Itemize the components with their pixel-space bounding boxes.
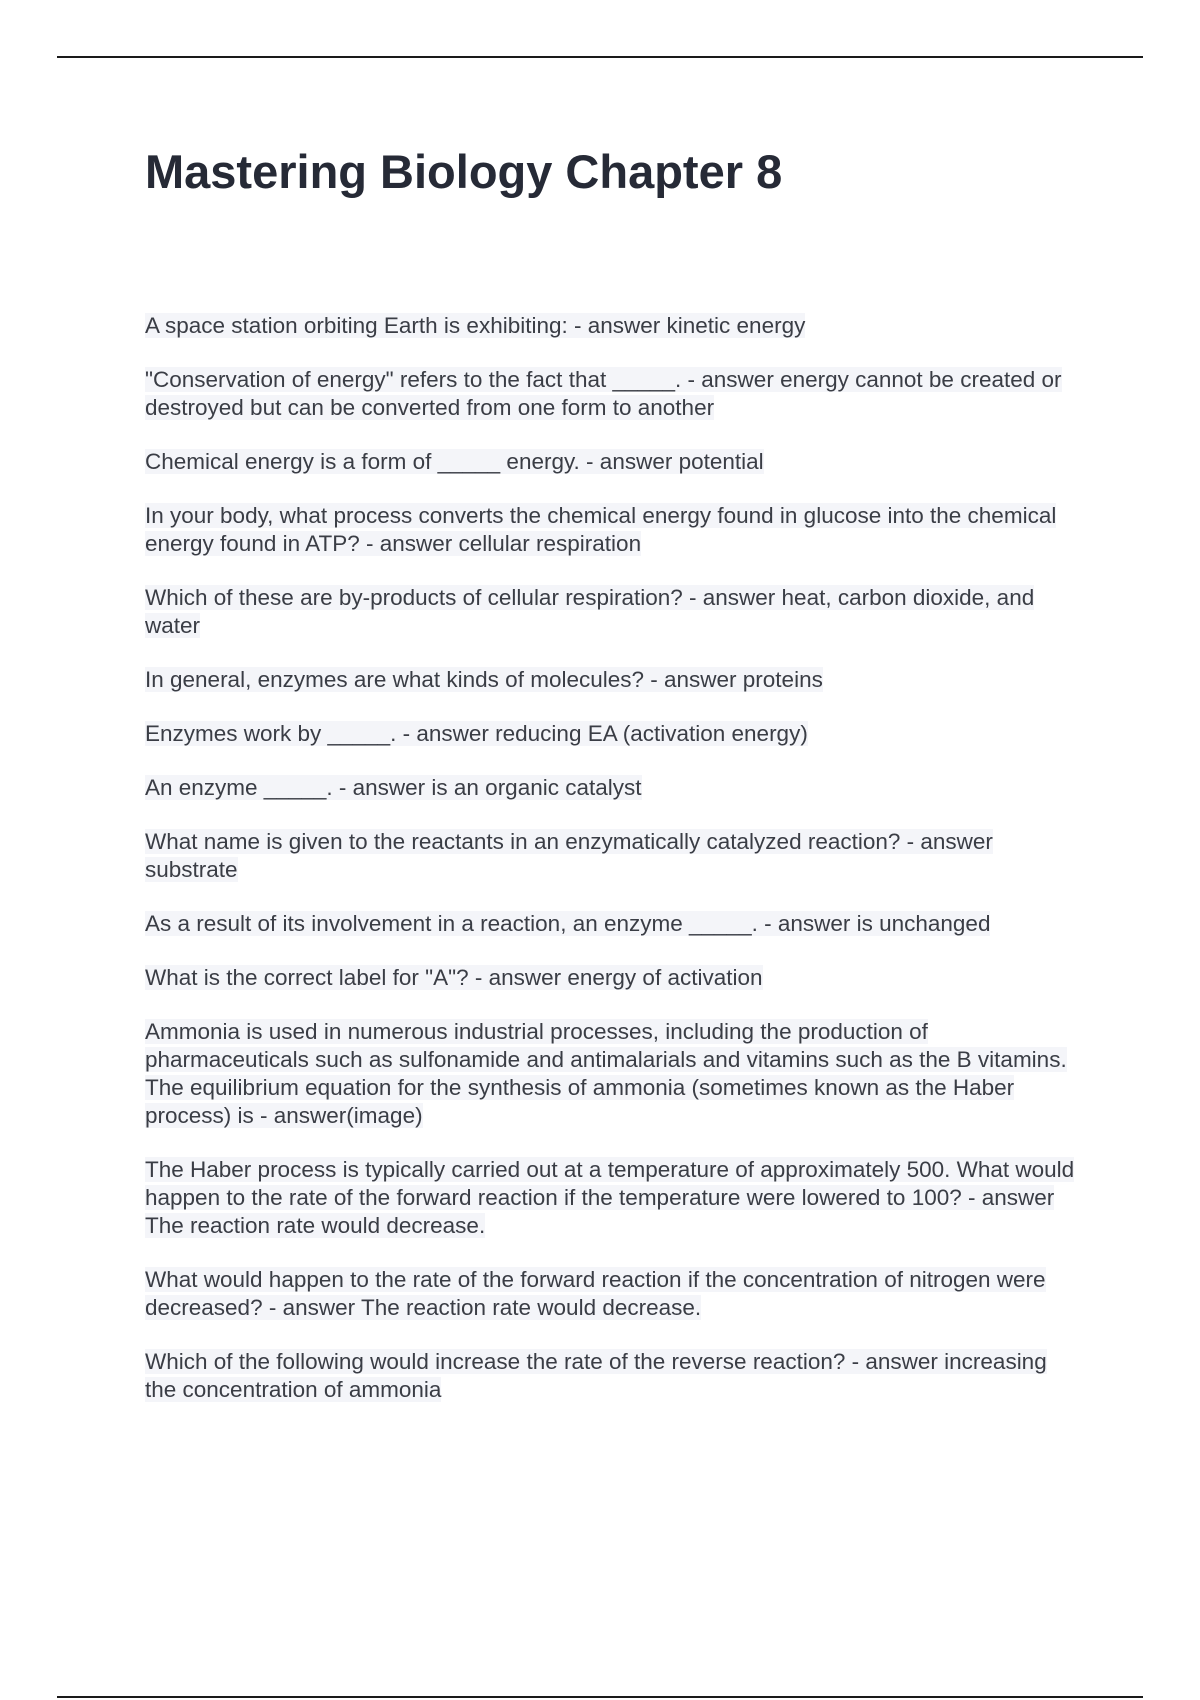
qa-item	[145, 910, 1075, 938]
qa-item	[145, 584, 1075, 640]
qa-item	[145, 448, 1075, 476]
qa-text: An enzyme _____. - answer is an organic catalyst	[145, 775, 642, 800]
qa-text: What name is given to the reactants in an enzymatically catalyzed reaction? - answer substrate	[145, 829, 993, 882]
qa-text: "Conservation of energy" refers to the fact that _____. - answer energy cannot be created or destroyed but can be converted from one form to another	[145, 367, 1062, 420]
qa-item	[145, 774, 1075, 802]
top-divider	[57, 56, 1143, 58]
qa-item	[145, 964, 1075, 992]
bottom-divider	[57, 1696, 1143, 1698]
qa-text: What would happen to the rate of the forward reaction if the concentration of nitrogen were decreased? - answer The reaction rate would decrease.	[145, 1267, 1046, 1320]
page-title: Mastering Biology Chapter 8	[145, 145, 783, 198]
qa-item	[145, 502, 1075, 558]
qa-text: Enzymes work by _____. - answer reducing EA (activation energy)	[145, 721, 808, 746]
qa-text: Which of the following would increase the rate of the reverse reaction? - answer increasing the concentration of ammonia	[145, 1349, 1047, 1402]
qa-text: What is the correct label for "A"? - answer energy of activation	[145, 965, 763, 990]
qa-list	[145, 312, 1075, 1430]
qa-text: Ammonia is used in numerous industrial processes, including the production of pharmaceuticals such as sulfonamide and antimalarials and vitamins such as the B vitamins. The equilibrium equation for the synthesis of ammonia (sometimes known as the Haber process) is - answer(image)	[145, 1019, 1067, 1128]
qa-text: Which of these are by-products of cellular respiration? - answer heat, carbon dioxide, and water	[145, 585, 1035, 638]
qa-item	[145, 666, 1075, 694]
qa-item	[145, 1348, 1075, 1404]
qa-item	[145, 720, 1075, 748]
qa-text: As a result of its involvement in a reaction, an enzyme _____. - answer is unchanged	[145, 911, 991, 936]
qa-item	[145, 312, 1075, 340]
qa-text: A space station orbiting Earth is exhibiting: - answer kinetic energy	[145, 313, 806, 338]
qa-item	[145, 1156, 1075, 1240]
qa-text: The Haber process is typically carried out at a temperature of approximately 500. What would happen to the rate of the forward reaction if the temperature were lowered to 100? - answer The reaction rate would decrease.	[145, 1157, 1075, 1238]
qa-text: Chemical energy is a form of _____ energy. - answer potential	[145, 449, 764, 474]
qa-item	[145, 1266, 1075, 1322]
qa-item	[145, 366, 1075, 422]
qa-text: In your body, what process converts the chemical energy found in glucose into the chemical energy found in ATP? - answer cellular respiration	[145, 503, 1057, 556]
qa-item	[145, 1018, 1075, 1130]
qa-item	[145, 828, 1075, 884]
qa-text: In general, enzymes are what kinds of molecules? - answer proteins	[145, 667, 823, 692]
